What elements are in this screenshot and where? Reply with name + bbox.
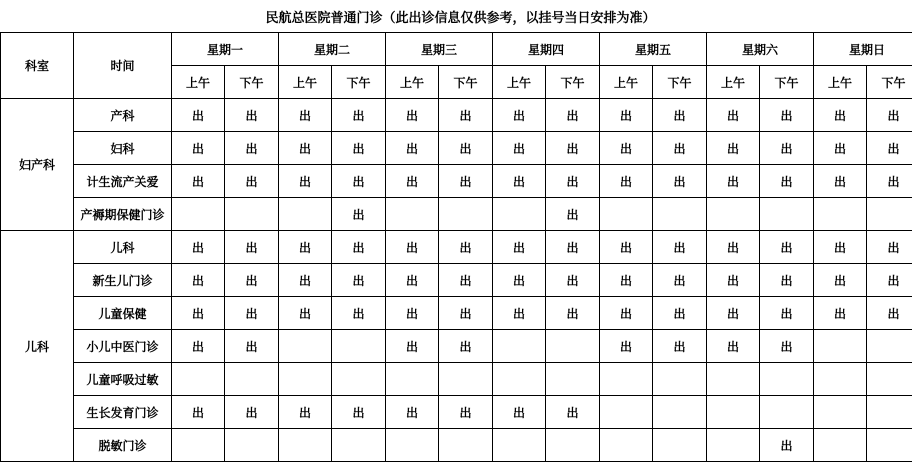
schedule-cell: 出 <box>707 165 760 198</box>
schedule-cell <box>707 198 760 231</box>
schedule-cell <box>439 429 493 462</box>
schedule-cell: 出 <box>600 297 653 330</box>
schedule-cell <box>439 363 493 396</box>
schedule-cell: 出 <box>386 231 439 264</box>
pm-header: 下午 <box>439 66 493 99</box>
schedule-cell: 出 <box>386 264 439 297</box>
schedule-cell <box>814 198 867 231</box>
schedule-cell: 出 <box>814 132 867 165</box>
schedule-cell: 出 <box>600 132 653 165</box>
day-header: 星期二 <box>279 33 386 66</box>
schedule-cell: 出 <box>332 297 386 330</box>
schedule-cell: 出 <box>493 165 546 198</box>
schedule-cell: 出 <box>493 264 546 297</box>
schedule-cell: 出 <box>546 132 600 165</box>
schedule-cell: 出 <box>439 231 493 264</box>
am-header: 上午 <box>493 66 546 99</box>
schedule-cell <box>386 429 439 462</box>
schedule-cell: 出 <box>546 396 600 429</box>
schedule-cell <box>439 198 493 231</box>
schedule-cell: 出 <box>760 132 814 165</box>
day-header: 星期日 <box>814 33 912 66</box>
schedule-cell: 出 <box>332 165 386 198</box>
schedule-cell <box>867 363 912 396</box>
clinic-name: 儿童保健 <box>74 297 172 330</box>
table-row <box>1 264 912 297</box>
schedule-cell <box>546 429 600 462</box>
schedule-cell: 出 <box>600 264 653 297</box>
department-name: 儿科 <box>1 231 74 462</box>
schedule-cell <box>653 198 707 231</box>
schedule-cell: 出 <box>279 297 332 330</box>
schedule-cell: 出 <box>707 297 760 330</box>
am-header: 上午 <box>814 66 867 99</box>
schedule-cell <box>493 363 546 396</box>
pm-header: 下午 <box>225 66 279 99</box>
schedule-cell: 出 <box>172 264 225 297</box>
schedule-cell: 出 <box>653 264 707 297</box>
schedule-cell: 出 <box>172 396 225 429</box>
schedule-cell: 出 <box>279 264 332 297</box>
schedule-cell <box>279 330 332 363</box>
schedule-cell: 出 <box>867 231 912 264</box>
schedule-cell: 出 <box>814 231 867 264</box>
schedule-cell <box>867 330 912 363</box>
schedule-cell: 出 <box>279 396 332 429</box>
am-header: 上午 <box>386 66 439 99</box>
table-row <box>1 396 912 429</box>
schedule-cell: 出 <box>546 231 600 264</box>
schedule-cell: 出 <box>172 165 225 198</box>
schedule-cell: 出 <box>439 264 493 297</box>
schedule-cell <box>172 198 225 231</box>
clinic-name: 产科 <box>74 99 172 132</box>
schedule-cell: 出 <box>707 264 760 297</box>
schedule-cell: 出 <box>867 165 912 198</box>
schedule-cell: 出 <box>332 264 386 297</box>
schedule-cell: 出 <box>225 396 279 429</box>
schedule-cell: 出 <box>653 165 707 198</box>
schedule-cell: 出 <box>814 99 867 132</box>
schedule-cell <box>760 396 814 429</box>
schedule-cell <box>386 363 439 396</box>
schedule-cell: 出 <box>653 132 707 165</box>
schedule-cell <box>386 198 439 231</box>
schedule-cell <box>225 429 279 462</box>
schedule-cell: 出 <box>172 330 225 363</box>
schedule-cell: 出 <box>439 330 493 363</box>
clinic-name: 产褥期保健门诊 <box>74 198 172 231</box>
schedule-cell: 出 <box>279 165 332 198</box>
schedule-cell: 出 <box>760 231 814 264</box>
schedule-cell: 出 <box>493 132 546 165</box>
schedule-cell <box>493 330 546 363</box>
schedule-cell: 出 <box>707 99 760 132</box>
clinic-name: 生长发育门诊 <box>74 396 172 429</box>
schedule-cell: 出 <box>653 297 707 330</box>
schedule-cell: 出 <box>760 165 814 198</box>
schedule-cell: 出 <box>439 132 493 165</box>
schedule-cell: 出 <box>332 396 386 429</box>
schedule-cell: 出 <box>332 99 386 132</box>
day-header: 星期六 <box>707 33 814 66</box>
schedule-cell <box>279 363 332 396</box>
table-row <box>1 429 912 462</box>
schedule-cell: 出 <box>653 330 707 363</box>
schedule-cell <box>600 363 653 396</box>
schedule-cell: 出 <box>172 231 225 264</box>
clinic-name: 新生儿门诊 <box>74 264 172 297</box>
schedule-cell: 出 <box>279 231 332 264</box>
schedule-cell <box>225 198 279 231</box>
schedule-cell <box>867 198 912 231</box>
schedule-cell <box>600 396 653 429</box>
schedule-cell: 出 <box>546 99 600 132</box>
schedule-cell: 出 <box>386 165 439 198</box>
schedule-cell: 出 <box>332 132 386 165</box>
schedule-cell: 出 <box>600 231 653 264</box>
schedule-cell <box>493 198 546 231</box>
schedule-cell: 出 <box>707 330 760 363</box>
schedule-cell: 出 <box>546 198 600 231</box>
schedule-cell: 出 <box>332 198 386 231</box>
clinic-name: 计生流产关爱 <box>74 165 172 198</box>
clinic-name: 小儿中医门诊 <box>74 330 172 363</box>
schedule-cell: 出 <box>172 132 225 165</box>
schedule-cell <box>707 363 760 396</box>
schedule-cell: 出 <box>760 99 814 132</box>
clinic-name: 脱敏门诊 <box>74 429 172 462</box>
schedule-cell: 出 <box>172 99 225 132</box>
am-header: 上午 <box>172 66 225 99</box>
dept-header: 科室 <box>1 33 74 99</box>
clinic-name: 儿科 <box>74 231 172 264</box>
schedule-cell: 出 <box>439 99 493 132</box>
schedule-cell: 出 <box>493 99 546 132</box>
schedule-cell <box>546 363 600 396</box>
department-name: 妇产科 <box>1 99 74 231</box>
schedule-cell <box>225 363 279 396</box>
schedule-cell <box>814 330 867 363</box>
schedule-cell <box>814 396 867 429</box>
schedule-cell: 出 <box>707 231 760 264</box>
time-header: 时间 <box>74 33 172 99</box>
table-row <box>1 198 912 231</box>
pm-header: 下午 <box>653 66 707 99</box>
schedule-cell: 出 <box>653 99 707 132</box>
schedule-cell: 出 <box>279 99 332 132</box>
schedule-cell: 出 <box>760 264 814 297</box>
schedule-cell: 出 <box>653 231 707 264</box>
schedule-cell: 出 <box>386 297 439 330</box>
schedule-cell: 出 <box>225 297 279 330</box>
schedule-cell: 出 <box>332 231 386 264</box>
schedule-cell: 出 <box>867 99 912 132</box>
schedule-cell: 出 <box>225 330 279 363</box>
schedule-cell <box>279 429 332 462</box>
schedule-cell: 出 <box>600 330 653 363</box>
schedule-cell: 出 <box>814 297 867 330</box>
schedule-cell: 出 <box>867 297 912 330</box>
schedule-cell: 出 <box>225 132 279 165</box>
schedule-cell <box>707 429 760 462</box>
schedule-cell: 出 <box>493 297 546 330</box>
schedule-cell: 出 <box>225 264 279 297</box>
schedule-cell: 出 <box>707 132 760 165</box>
day-header: 星期一 <box>172 33 279 66</box>
pm-header: 下午 <box>332 66 386 99</box>
day-header: 星期三 <box>386 33 493 66</box>
am-header: 上午 <box>600 66 653 99</box>
schedule-cell: 出 <box>439 297 493 330</box>
schedule-cell <box>867 429 912 462</box>
table-row <box>1 132 912 165</box>
am-header: 上午 <box>279 66 332 99</box>
schedule-cell: 出 <box>760 330 814 363</box>
pm-header: 下午 <box>546 66 600 99</box>
clinic-name: 妇科 <box>74 132 172 165</box>
schedule-cell: 出 <box>493 396 546 429</box>
table-row <box>1 165 912 198</box>
schedule-cell: 出 <box>546 264 600 297</box>
day-header: 星期四 <box>493 33 600 66</box>
schedule-cell <box>867 396 912 429</box>
schedule-cell <box>653 363 707 396</box>
am-header: 上午 <box>707 66 760 99</box>
schedule-cell: 出 <box>600 99 653 132</box>
table-title: 民航总医院普通门诊（此出诊信息仅供参考，以挂号当日安排为准） <box>1 0 912 33</box>
schedule-cell: 出 <box>279 132 332 165</box>
schedule-cell <box>332 429 386 462</box>
schedule-cell: 出 <box>493 231 546 264</box>
schedule-cell: 出 <box>814 165 867 198</box>
schedule-cell <box>814 363 867 396</box>
schedule-cell <box>707 396 760 429</box>
schedule-cell <box>600 198 653 231</box>
schedule-cell: 出 <box>172 297 225 330</box>
schedule-cell <box>332 363 386 396</box>
schedule-cell <box>653 396 707 429</box>
schedule-cell <box>332 330 386 363</box>
schedule-cell: 出 <box>760 297 814 330</box>
schedule-cell: 出 <box>386 99 439 132</box>
day-header: 星期五 <box>600 33 707 66</box>
schedule-cell <box>653 429 707 462</box>
table-row <box>1 363 912 396</box>
schedule-cell: 出 <box>760 429 814 462</box>
table-row <box>1 231 912 264</box>
table-row <box>1 330 912 363</box>
table-row <box>1 99 912 132</box>
schedule-cell <box>546 330 600 363</box>
schedule-cell: 出 <box>439 396 493 429</box>
schedule-cell: 出 <box>225 99 279 132</box>
schedule-cell: 出 <box>814 264 867 297</box>
schedule-cell <box>760 363 814 396</box>
schedule-cell: 出 <box>546 165 600 198</box>
schedule-cell <box>279 198 332 231</box>
schedule-cell: 出 <box>386 132 439 165</box>
schedule-cell <box>172 429 225 462</box>
schedule-cell: 出 <box>546 297 600 330</box>
schedule-cell: 出 <box>386 396 439 429</box>
schedule-cell <box>814 429 867 462</box>
schedule-cell <box>600 429 653 462</box>
schedule-cell: 出 <box>439 165 493 198</box>
pm-header: 下午 <box>760 66 814 99</box>
schedule-cell: 出 <box>600 165 653 198</box>
schedule-cell: 出 <box>867 132 912 165</box>
schedule-cell <box>172 363 225 396</box>
schedule-cell <box>760 198 814 231</box>
schedule-cell: 出 <box>225 165 279 198</box>
schedule-cell: 出 <box>867 264 912 297</box>
schedule-cell: 出 <box>386 330 439 363</box>
schedule-cell: 出 <box>225 231 279 264</box>
clinic-name: 儿童呼吸过敏 <box>74 363 172 396</box>
pm-header: 下午 <box>867 66 912 99</box>
table-row <box>1 297 912 330</box>
schedule-cell <box>493 429 546 462</box>
